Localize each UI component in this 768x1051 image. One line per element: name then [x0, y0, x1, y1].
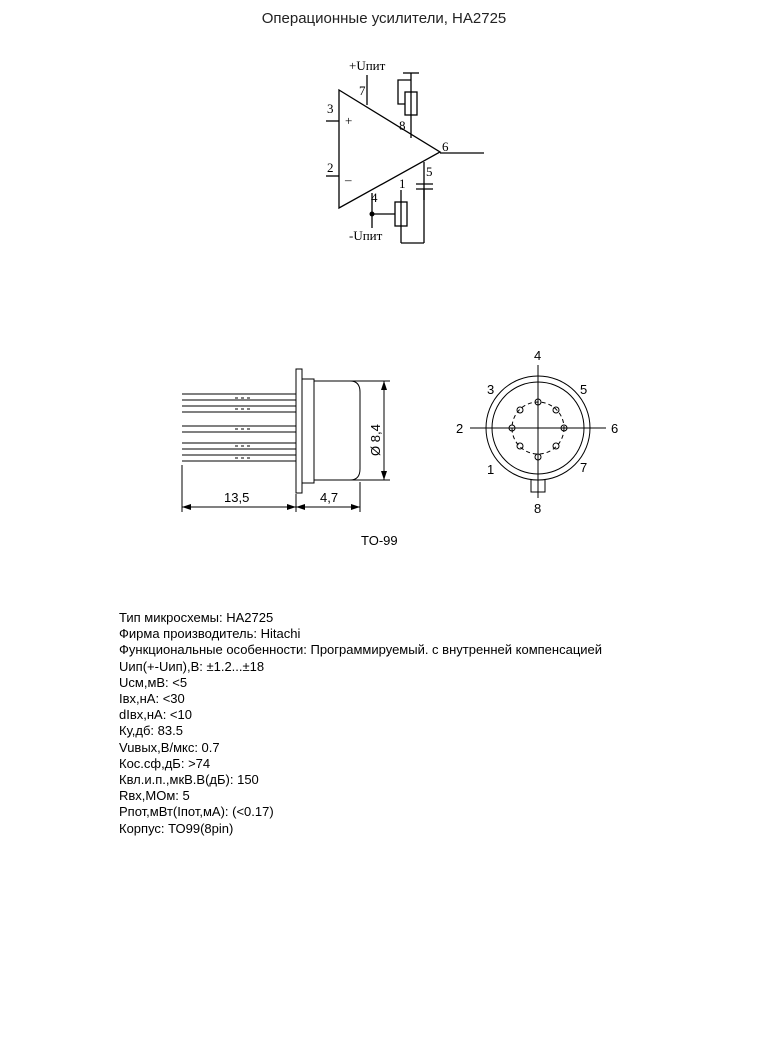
- pin-label: 3: [327, 101, 334, 116]
- pin-label: 4: [371, 190, 378, 205]
- spec-line: Функциональные особенности: Программируемый. с внутренней компенсацией: [119, 642, 603, 658]
- spec-line: Тип микросхемы: НА2725: [119, 610, 274, 625]
- end-pin-label: 8: [534, 501, 542, 516]
- spec-line: Квл.и.п.,мкВ.В(дБ): 150: [119, 772, 259, 788]
- end-pin-label: 1: [487, 462, 495, 477]
- noninverting-sign: +: [345, 113, 353, 128]
- end-pin-label: 6: [611, 421, 619, 436]
- pin-label: 7: [359, 83, 366, 98]
- pin-label: 5: [426, 164, 433, 179]
- spec-line: Рпот,мВт(Iпот,мА): (<0.17): [119, 804, 274, 820]
- spec-line: Vuвых,В/мкс: 0.7: [119, 739, 220, 755]
- spec-line: Uип(+-Uип),В: ±1.2...±18: [119, 658, 265, 674]
- spec-line: Корпус: ТО99(8pin): [119, 820, 234, 836]
- package-side-view: [182, 369, 390, 512]
- pin-label: 8: [399, 118, 406, 133]
- spec-line: dIвх,нА: <10: [119, 707, 192, 723]
- end-pin-label: 5: [580, 382, 588, 397]
- end-pin-label: 3: [487, 382, 495, 397]
- spec-line: Uсм,мВ: <5: [119, 674, 188, 690]
- spec-line: Rвх,МОм: 5: [119, 788, 190, 804]
- pin-label: 6: [442, 139, 449, 154]
- dimension-body-length: 4,7: [320, 490, 339, 505]
- supply-negative-label: -Uпит: [349, 228, 383, 243]
- page-title: Операционные усилители, НА2725: [261, 10, 507, 27]
- spec-line: Ку,дб: 83.5: [119, 723, 183, 739]
- package-name: TO-99: [361, 533, 398, 548]
- dimension-lead-length: 13,5: [224, 490, 250, 505]
- supply-positive-label: +Uпит: [349, 58, 386, 73]
- end-pin-label: 7: [580, 460, 588, 475]
- pin-label: 1: [399, 176, 406, 191]
- spec-line: Iвх,нА: <30: [119, 691, 185, 707]
- spec-line: Кос.сф,дБ: >74: [119, 755, 211, 771]
- inverting-sign: –: [345, 172, 352, 187]
- end-pin-label: 4: [534, 348, 542, 363]
- end-pin-label: 2: [456, 421, 464, 436]
- pin-label: 2: [327, 160, 334, 175]
- spec-list: [119, 610, 602, 837]
- spec-line: Фирма производитель: Hitachi: [119, 626, 301, 642]
- dimension-diameter: Ø 8,4: [368, 424, 383, 456]
